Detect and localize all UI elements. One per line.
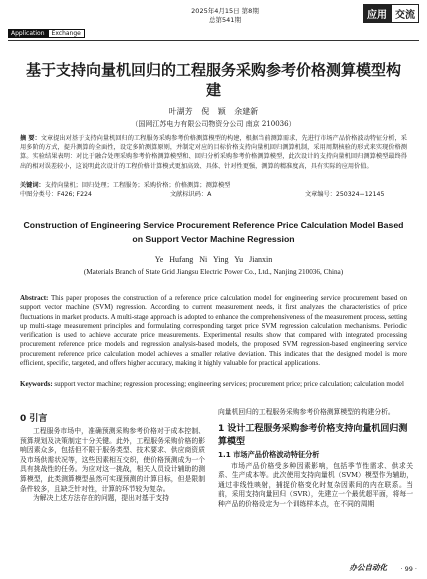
body-column-right (218, 408, 413, 510)
paragraph: 工程服务市场中，准确预测采购参考价格对于成本控制、预算规划及决策制定十分关键。此外，工程服务采购价格的影响因素众多，包括但不限于服务类型、技术要求、供应商资质及市场供需状况等，这些因素相互交织，使价格预测成为一个具有挑战性的任务。为应对这一挑战，相关人员设计辅助的测算模型，此类测算模型虽然可实现预测的计算目标，但是限制条件较多，且缺乏针对性，计算的环节较为复杂。 (20, 427, 205, 493)
section-heading-1: 1 设计工程服务采购参考价格支持向量机回归测算模型 (218, 423, 408, 447)
abstract-english (20, 294, 407, 368)
affiliation-chinese: （国网江苏电力有限公司物资分公司 南京 210036） (131, 120, 296, 128)
title-chinese: 基于支持向量机回归的工程服务采购参考价格测算模型构建 (25, 61, 401, 99)
abstract-chinese-text: 文章提出对基于支持向量机回归的工程服务采购参考价格测算模型的构建，根据当前测算需求，先进行市场产品价格波动特征分析，采用多阶的方式，提升测算的全面性，设定多阶测算原则，并制定对应的目标价格支持向量机回归测算机制，采用周期核验的形式来实现价格测算。实验结果表明：对比于融合处理采购参考价格测算模型和、回归分析采购参考价格测算模型，此次设计的支持向量机回归测算模型最终得出的相对误差较小，这说明此次设计的工程价格计算模式更加高效、具体、针对性更强，测算的精准度高，具有实际的应用价值。 (20, 135, 407, 170)
section-badge-b: 交流 (391, 4, 419, 23)
keywords-english-text: support vector machine; regression processing; engineering services; procurement price; price calculation; calculation model (54, 380, 404, 388)
affiliation-english: (Materials Branch of State Grid Jiangsu Electric Power Co., Ltd., Nanjing 210036, China) (83, 268, 344, 276)
body-column-left (20, 408, 205, 504)
keywords-english-label: Keywords: (20, 380, 53, 388)
paragraph: 市场产品价格受多种因素影响，包括季节性需求、供求关系、生产成本等。此次使用支持向量机（SVM）模型作为辅助，通过非线性映射，捕捉价格变化时复杂因素间的内在联系。当前，采用支持向量回归（SVR），先建立一个最优超平面，将每一种产品的价格设定为一个训练样本点，在不同的周期 (218, 461, 413, 508)
journal-bar-b: Exchange (48, 29, 85, 38)
authors-english: Ye Hufang Ni Ying Yu Jianxin (154, 255, 273, 264)
keywords-chinese-label: 关键词： (20, 182, 45, 189)
journal-section-bar (8, 29, 85, 38)
subsection-heading-1-1: 1.1 市场产品价格波动特征分析 (218, 449, 320, 459)
paragraph: 为解决上述方法存在的问题，提出对基于支持 (33, 494, 169, 503)
document-code: 文献标识码：A (170, 191, 212, 198)
paragraph: 向量机回归的工程服务采购参考价格测算模型的构建分析。 (218, 408, 395, 416)
abstract-chinese (20, 134, 407, 171)
section-badge-a: 应用 (363, 4, 391, 23)
keywords-chinese-text: 支持向量机；回归处理；工程服务；采购价格；价格测算；测算模型 (44, 182, 231, 189)
keywords-english (20, 380, 407, 389)
section-heading-introduction: 0 引言 (20, 414, 48, 424)
abstract-chinese-label: 摘 要： (20, 135, 41, 142)
title-english: Construction of Engineering Service Procurement Reference Price Calculation Model Based on Support Vector Machine Regression (23, 220, 404, 244)
header-divider (8, 40, 419, 41)
header-issue: 总第541期 (209, 16, 241, 24)
article-number: 文章编号：250324−12145 (305, 191, 385, 198)
footer-magazine-name: 办公自动化 (349, 563, 387, 572)
clc-number: 中图分类号：F426; F224 (20, 191, 92, 198)
classification-row (20, 189, 407, 198)
header-date: 2025年4月15日 第8期 (191, 7, 259, 15)
journal-bar-a: Application (8, 29, 48, 38)
abstract-english-label: Abstract: (20, 294, 49, 302)
section-badge (363, 5, 419, 21)
authors-chinese: 叶湖芳 倪 颖 余建新 (168, 107, 259, 116)
abstract-english-text: This paper proposes the construction of a reference price calculation model for engineering service procurement based on support vector machine (SVM) regression. According to current measurement needs, it first analyzes the characteristics of price fluctuations in market products. A multi-stage approach is adopted to enhance the comprehensiveness of the measurement process, setting up multi-stage measurement principles and formulating corresponding target price SVM regression calculation mechanisms. Periodic verification is used to achieve accurate price measurements. Experimental results show that compared with integrated processing procurement reference price models and regression analysis-based models, the proposed SVM regression-based engineering service procurement reference price calculation model achieves a smaller relative deviation. This indicates that the designed model is more efficient, specific, targeted, and offers higher accuracy, making it highly valuable for practical applications. (20, 294, 407, 368)
footer-page-number: · 99 · (400, 565, 417, 573)
